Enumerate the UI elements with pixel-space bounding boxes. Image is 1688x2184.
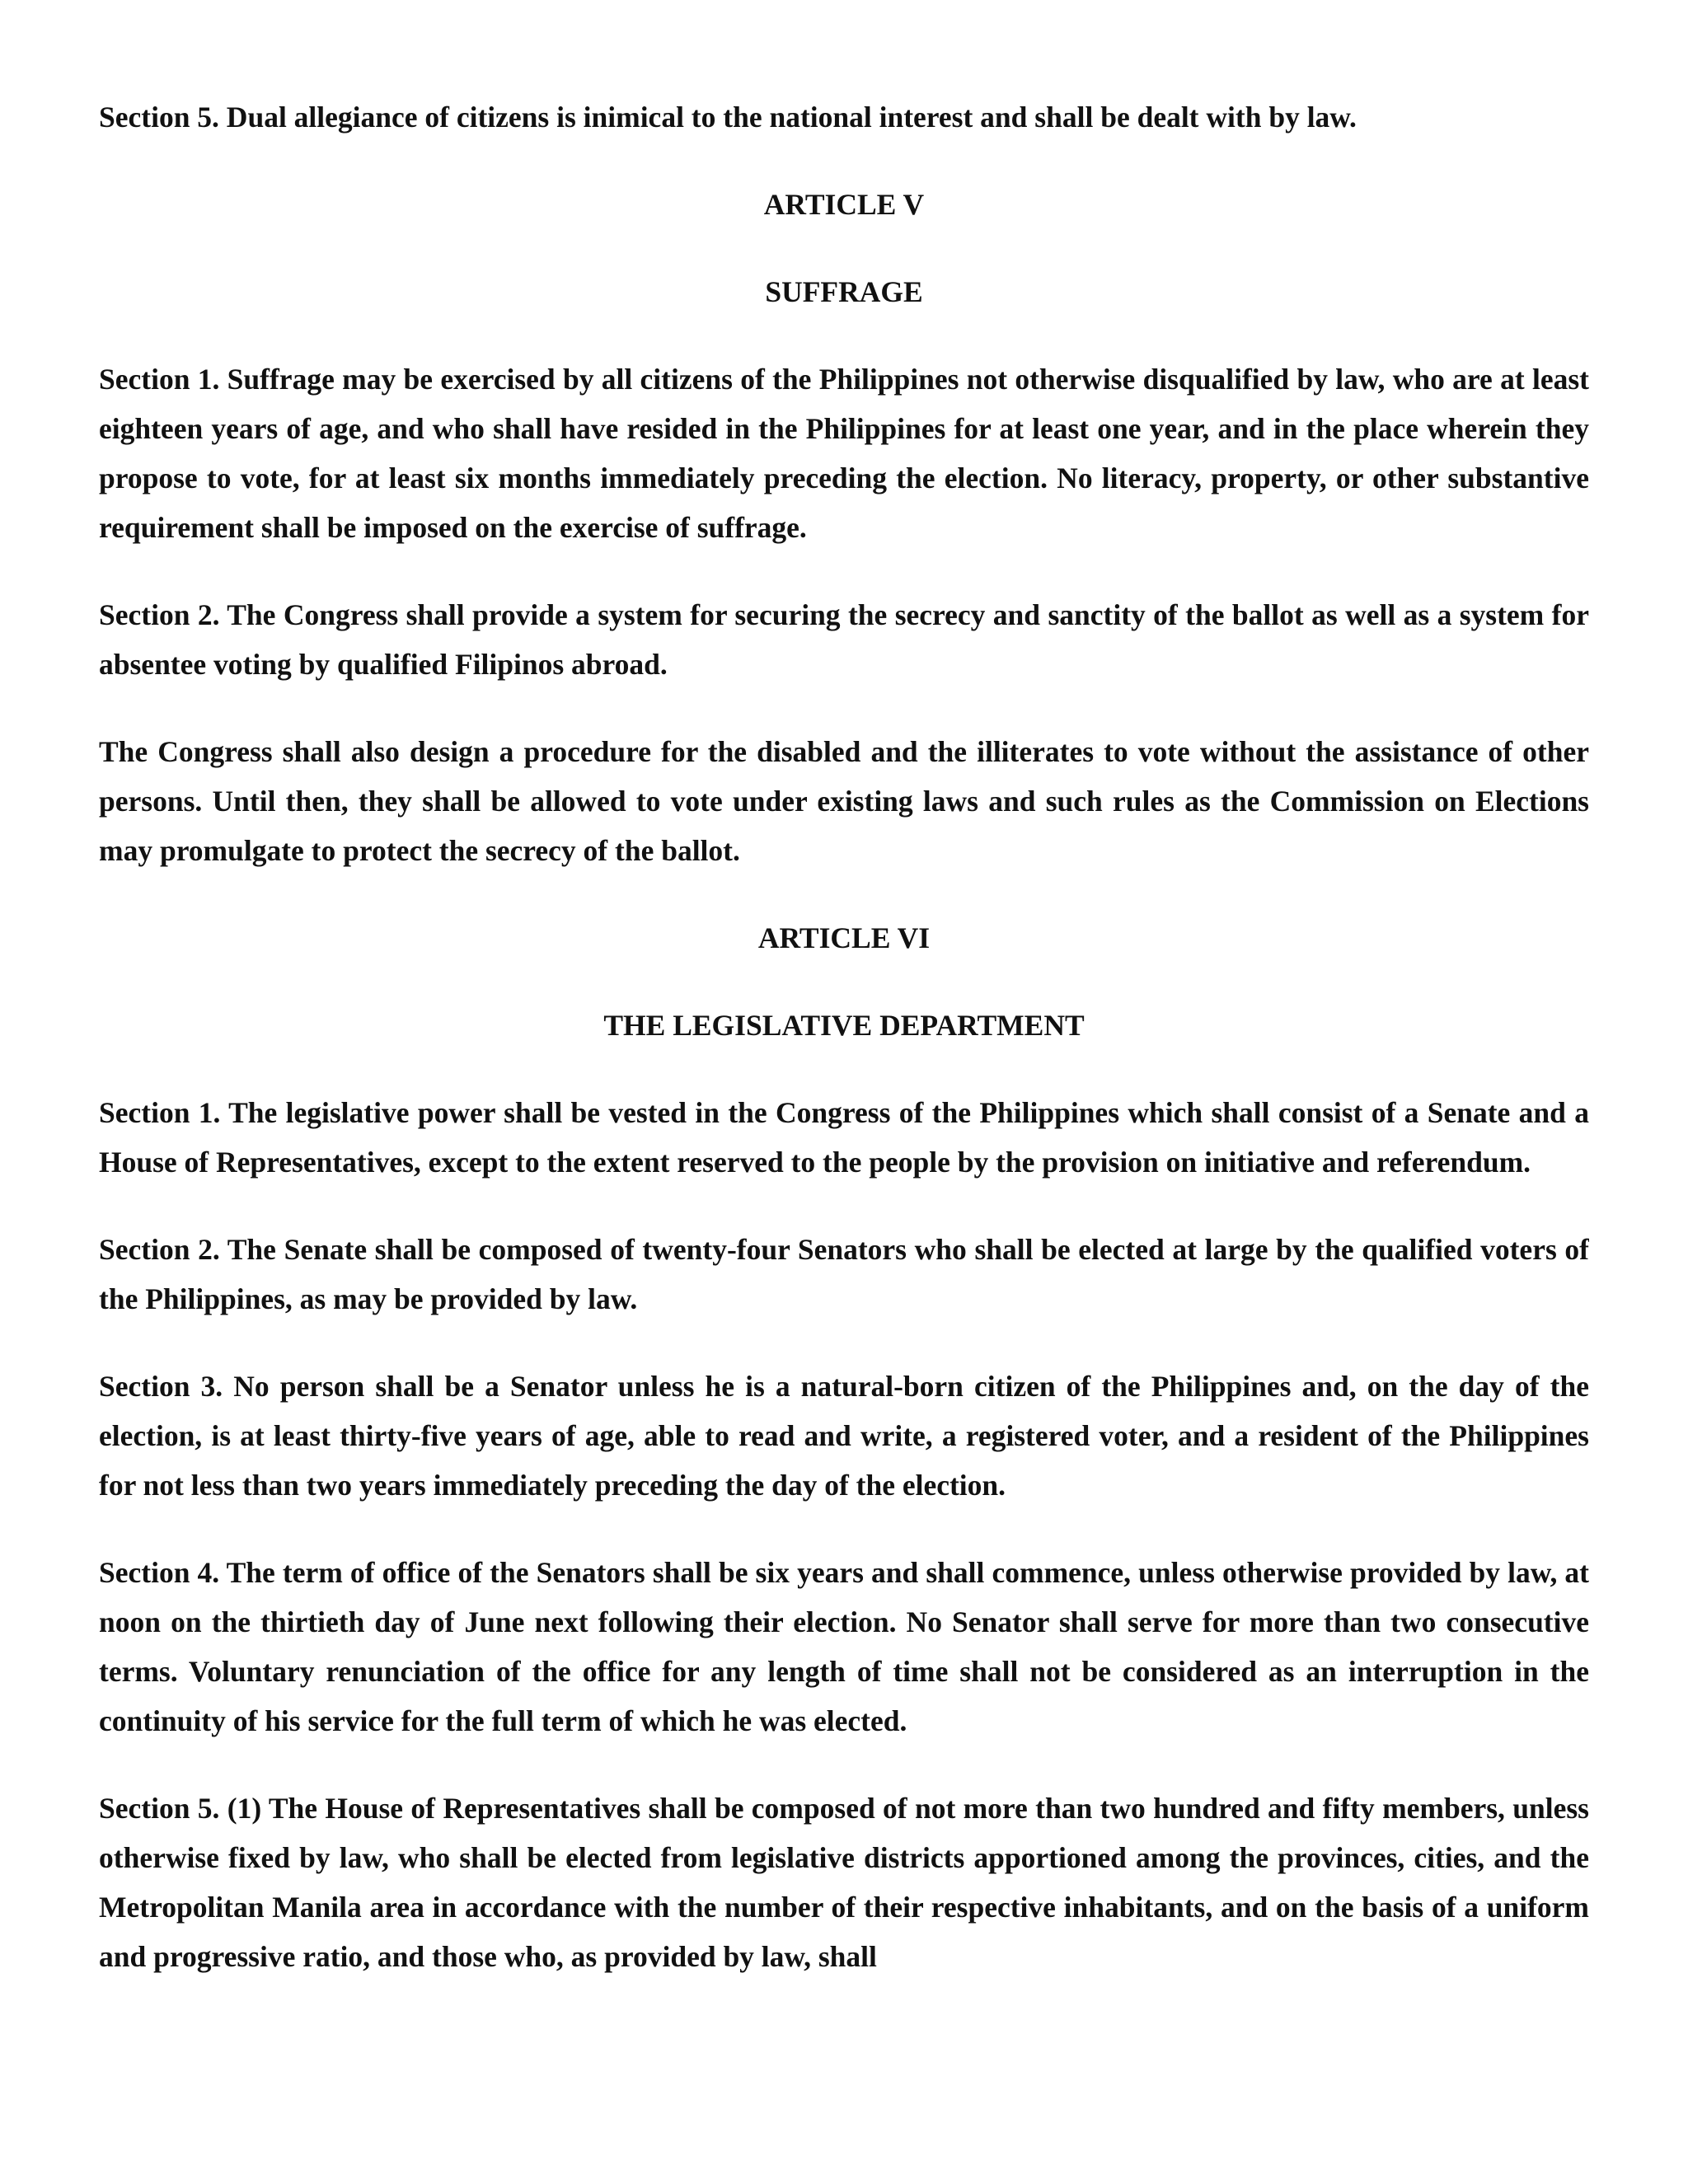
suffrage-heading: SUFFRAGE	[765, 275, 923, 308]
document-page	[99, 92, 1589, 2169]
art6-section-2: Section 2. The Senate shall be composed of twenty-four Senators who shall be elected at large by the qualified voters of the Philippines, as may be provided by law.	[99, 1233, 1589, 1315]
art6-section-1: Section 1. The legislative power shall be vested in the Congress of the Philippines which shall consist of a Senate and a House of Representatives, except to the extent reserved to the people by the provision on initiative and referendum.	[99, 1096, 1589, 1179]
art5-section-2: Section 2. The Congress shall provide a system for securing the secrecy and sanctity of the ballot as well as a system for absentee voting by qualified Filipinos abroad.	[99, 598, 1589, 681]
article-vi-heading: ARTICLE VI	[757, 921, 931, 954]
art6-section-3: Section 3. No person shall be a Senator unless he is a natural-born citizen of the Philippines and, on the day of the election, is at least thirty-five years of age, able to read and write, a registered voter, and a resident of the Philippines for not less than two years immediately preceding the day of the election.	[99, 1370, 1589, 1502]
legislative-department-heading: THE LEGISLATIVE DEPARTMENT	[603, 1009, 1085, 1042]
art6-section-4: Section 4. The term of office of the Senators shall be six years and shall commence, unless otherwise provided by law, at noon on the thirtieth day of June next following their election. No Senator shall serve for more than two consecutive terms. Voluntary renunciation of the office for any length of time shall not be considered as an interruption in the continuity of his service for the full term of which he was elected.	[99, 1556, 1589, 1737]
section-5-dual-allegiance: Section 5. Dual allegiance of citizens is inimical to the national interest and shall be dealt with by law.	[99, 101, 1357, 134]
article-v-heading: ARTICLE V	[763, 188, 925, 221]
art5-section-2-continued: The Congress shall also design a procedure for the disabled and the illiterates to vote without the assistance of other persons. Until then, they shall be allowed to vote under existing laws and such rules as the Commission on Elections may promulgate to protect the secrecy of the ballot.	[99, 735, 1589, 867]
art6-section-5: Section 5. (1) The House of Representatives shall be composed of not more than two hundred and fifty members, unless otherwise fixed by law, who shall be elected from legislative districts apportioned among the provinces, cities, and the Metropolitan Manila area in accordance with the number of their respective inhabitants, and on the basis of a uniform and progressive ratio, and those who, as provided by law, shall	[99, 1792, 1589, 1973]
art5-section-1: Section 1. Suffrage may be exercised by all citizens of the Philippines not otherwise disqualified by law, who are at least eighteen years of age, and who shall have resided in the Philippines for at least one year, and in the place wherein they propose to vote, for at least six months immediately preceding the election. No literacy, property, or other substantive requirement shall be imposed on the exercise of suffrage.	[99, 363, 1589, 544]
